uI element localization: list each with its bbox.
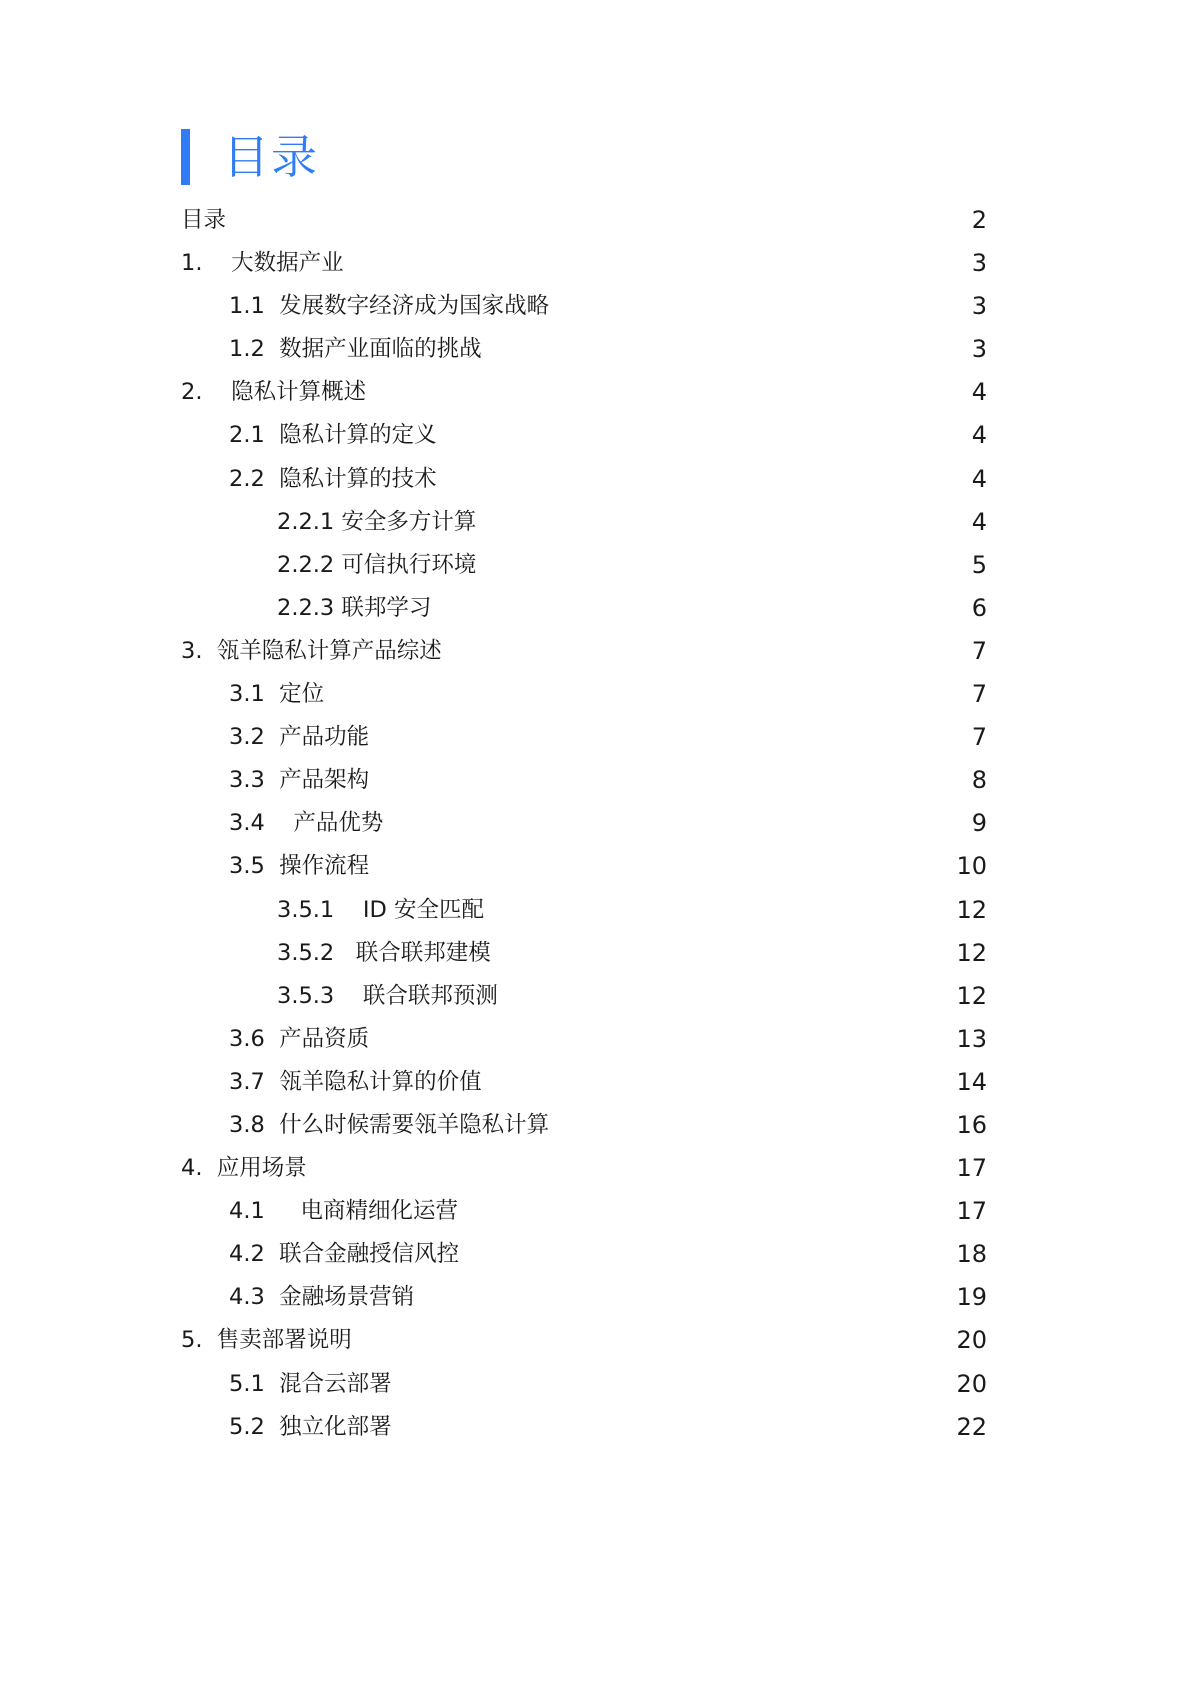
toc-entry-label: 2.2.1 安全多方计算 [277, 508, 477, 535]
toc-entry-label: 3.2 产品功能 [229, 724, 370, 751]
toc-entry-page-number: 19 [956, 1283, 987, 1312]
toc-entry-page-number: 17 [956, 1197, 987, 1226]
toc-entry-page-number: 6 [971, 593, 987, 622]
toc-entry[interactable] [0, 716, 1189, 759]
toc-entry-page-number: 4 [971, 421, 987, 450]
toc-entry-label: 3.7 瓴羊隐私计算的价值 [229, 1068, 482, 1095]
toc-entry-label: 2.2.3 联邦学习 [277, 594, 432, 621]
heading-accent-bar [181, 129, 190, 185]
toc-entry[interactable] [0, 501, 1189, 544]
toc-entry[interactable] [0, 673, 1189, 716]
toc-entry-label: 5. 售卖部署说明 [181, 1327, 352, 1354]
toc-entry[interactable] [0, 845, 1189, 888]
toc-entry[interactable] [0, 371, 1189, 414]
toc-entry[interactable] [0, 1190, 1189, 1233]
toc-entry-page-number: 20 [956, 1369, 987, 1398]
toc-entry-page-number: 12 [956, 895, 987, 924]
toc-entry[interactable] [0, 1147, 1189, 1190]
toc-entry-label: 1.2 数据产业面临的挑战 [229, 336, 482, 363]
toc-entry-page-number: 3 [971, 335, 987, 364]
toc-entry-page-number: 20 [956, 1326, 987, 1355]
toc-entry-label: 5.2 独立化部署 [229, 1413, 392, 1440]
toc-entry-label: 3.6 产品资质 [229, 1025, 370, 1052]
toc-entry[interactable] [0, 1406, 1189, 1449]
toc-entry-label: 3.5.3 联合联邦预测 [277, 982, 498, 1009]
toc-entry-page-number: 3 [971, 249, 987, 278]
toc-entry-label: 4.3 金融场景营销 [229, 1284, 415, 1311]
toc-entry-page-number: 17 [956, 1154, 987, 1183]
toc-entry-page-number: 4 [971, 464, 987, 493]
toc-entry[interactable] [0, 975, 1189, 1018]
toc-entry-page-number: 7 [971, 636, 987, 665]
toc-entry-page-number: 8 [971, 766, 987, 795]
toc-entry-label: 3.5.1 ID 安全匹配 [277, 896, 484, 923]
toc-entry[interactable] [0, 328, 1189, 371]
toc-entry[interactable] [0, 1104, 1189, 1147]
toc-entry[interactable] [0, 759, 1189, 802]
toc-entry-page-number: 12 [956, 981, 987, 1010]
toc-entry[interactable] [0, 544, 1189, 587]
page-title: 目录 [223, 130, 319, 184]
toc-entry[interactable] [0, 630, 1189, 673]
toc-entry[interactable] [0, 1061, 1189, 1104]
toc-entry-label: 3.8 什么时候需要瓴羊隐私计算 [229, 1111, 550, 1138]
toc-entry-page-number: 4 [971, 507, 987, 536]
toc-entry[interactable] [0, 414, 1189, 457]
toc-entry-page-number: 5 [971, 550, 987, 579]
toc-entry[interactable] [0, 458, 1189, 501]
toc-entry-label: 3. 瓴羊隐私计算产品综述 [181, 637, 442, 664]
toc-entry-page-number: 16 [956, 1110, 987, 1139]
toc-entry-page-number: 12 [956, 938, 987, 967]
toc-entry-page-number: 10 [956, 852, 987, 881]
toc-entry-label: 4.1 电商精细化运营 [229, 1198, 459, 1225]
toc-entry-label: 3.1 定位 [229, 681, 325, 708]
toc-entry-label: 3.4 产品优势 [229, 810, 384, 837]
toc-entry-label: 1. 大数据产业 [181, 250, 344, 277]
toc-entry-label: 2.2 隐私计算的技术 [229, 465, 437, 492]
toc-entry[interactable] [0, 802, 1189, 845]
toc-entry-label: 5.1 混合云部署 [229, 1370, 392, 1397]
toc-entry[interactable] [0, 932, 1189, 975]
toc-entry-page-number: 13 [956, 1024, 987, 1053]
table-of-contents [0, 199, 1189, 1449]
toc-entry-label: 3.5.2 联合联邦建模 [277, 939, 491, 966]
toc-entry-page-number: 4 [971, 378, 987, 407]
toc-entry[interactable] [0, 285, 1189, 328]
toc-entry[interactable] [0, 1276, 1189, 1319]
toc-entry-label: 4. 应用场景 [181, 1155, 307, 1182]
toc-entry[interactable] [0, 587, 1189, 630]
toc-entry[interactable] [0, 1363, 1189, 1406]
toc-entry-label: 3.3 产品架构 [229, 767, 370, 794]
toc-entry[interactable] [0, 199, 1189, 242]
toc-entry-page-number: 3 [971, 292, 987, 321]
toc-entry-page-number: 18 [956, 1240, 987, 1269]
toc-entry-label: 3.5 操作流程 [229, 853, 370, 880]
toc-entry-label: 2.2.2 可信执行环境 [277, 551, 477, 578]
toc-entry-label: 2.1 隐私计算的定义 [229, 422, 437, 449]
toc-entry-label: 4.2 联合金融授信风控 [229, 1241, 460, 1268]
toc-entry-page-number: 7 [971, 723, 987, 752]
toc-entry-label: 目录 [181, 207, 227, 233]
toc-entry-page-number: 14 [956, 1067, 987, 1096]
toc-entry-page-number: 2 [971, 206, 987, 234]
toc-entry[interactable] [0, 1233, 1189, 1276]
toc-entry-page-number: 9 [971, 809, 987, 838]
toc-heading [181, 128, 319, 186]
toc-entry[interactable] [0, 1018, 1189, 1061]
toc-entry-label: 2. 隐私计算概述 [181, 379, 367, 406]
toc-entry[interactable] [0, 242, 1189, 285]
toc-entry-page-number: 7 [971, 680, 987, 709]
toc-entry[interactable] [0, 1319, 1189, 1362]
toc-entry-label: 1.1 发展数字经济成为国家战略 [229, 293, 550, 320]
toc-entry[interactable] [0, 889, 1189, 932]
toc-entry-page-number: 22 [956, 1412, 987, 1441]
